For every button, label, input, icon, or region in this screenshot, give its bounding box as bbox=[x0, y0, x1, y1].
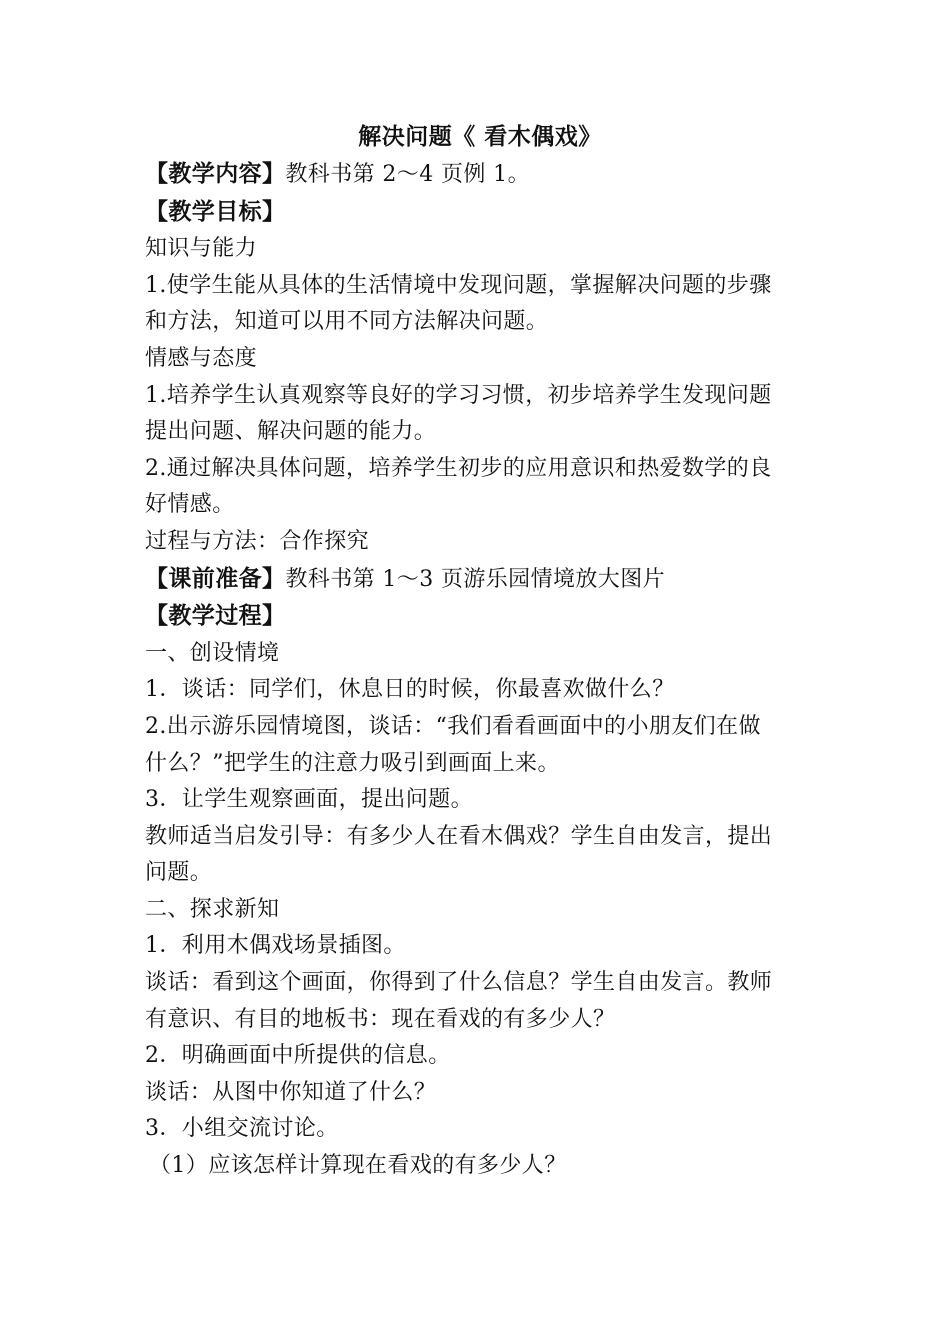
section-label: 【教学过程】 bbox=[145, 602, 286, 630]
line-text: 教科书第 2～4 页例 1。 bbox=[285, 162, 530, 187]
text-line: 知识与能力 bbox=[145, 236, 258, 262]
text-line: 1．谈话：同学们，休息日的时候，你最喜欢做什么？ bbox=[145, 677, 675, 703]
text-line: 一、创设情境 bbox=[145, 640, 280, 666]
text-line: 2.出示游乐园情境图，谈话：“我们看看画面中的小朋友们在做 bbox=[145, 713, 761, 739]
text-line: 2．明确画面中所提供的信息。 bbox=[145, 1043, 451, 1069]
section-heading bbox=[145, 194, 815, 232]
section-label: 【教学内容】 bbox=[145, 160, 286, 187]
labeled-line bbox=[145, 156, 815, 194]
text-line: 3．小组交流讨论。 bbox=[145, 1116, 339, 1142]
text-line: （1）应该怎样计算现在看戏的有多少人？ bbox=[149, 1153, 567, 1179]
text-line: 1．利用木偶戏场景插图。 bbox=[145, 933, 406, 959]
section-label: 【教学目标】 bbox=[145, 197, 286, 225]
text-line: 2.通过解决具体问题，培养学生初步的应用意识和热爱数学的良 bbox=[145, 455, 772, 481]
document-title: 解决问题《 看木偶戏》 bbox=[358, 123, 602, 150]
text-line: 有意识、有目的地板书：现在看戏的有多少人？ bbox=[145, 1006, 616, 1032]
section-heading bbox=[145, 598, 815, 636]
text-line: 二、探求新知 bbox=[145, 896, 280, 922]
text-line: 问题。 bbox=[145, 860, 213, 886]
text-line: 情感与态度 bbox=[145, 345, 258, 371]
text-line: 什么？”把学生的注意力吸引到画面上来。 bbox=[145, 750, 560, 776]
section-label: 【课前准备】 bbox=[145, 564, 286, 592]
text-line: 好情感。 bbox=[145, 492, 235, 518]
text-line: 和方法，知道可以用不同方法解决问题。 bbox=[145, 309, 549, 335]
text-line: 谈话：看到这个画面，你得到了什么信息？学生自由发言。教师 bbox=[145, 970, 773, 996]
text-line: 提出问题、解决问题的能力。 bbox=[145, 419, 437, 445]
labeled-line bbox=[145, 561, 815, 599]
text-line: 3．让学生观察画面，提出问题。 bbox=[145, 787, 473, 813]
text-line: 过程与方法：合作探究 bbox=[145, 528, 370, 554]
text-line: 1.使学生能从具体的生活情境中发现问题，掌握解决问题的步骤 bbox=[145, 272, 772, 298]
text-line: 谈话：从图中你知道了什么？ bbox=[145, 1079, 437, 1105]
document-body bbox=[145, 118, 815, 1185]
line-text: 教科书第 1～3 页游乐园情境放大图片 bbox=[285, 566, 665, 592]
text-line: 教师适当启发引导：有多少人在看木偶戏？学生自由发言，提出 bbox=[145, 823, 773, 849]
document-lines bbox=[145, 156, 815, 1185]
text-line: 1.培养学生认真观察等良好的学习习惯，初步培养学生发现问题 bbox=[145, 382, 772, 408]
